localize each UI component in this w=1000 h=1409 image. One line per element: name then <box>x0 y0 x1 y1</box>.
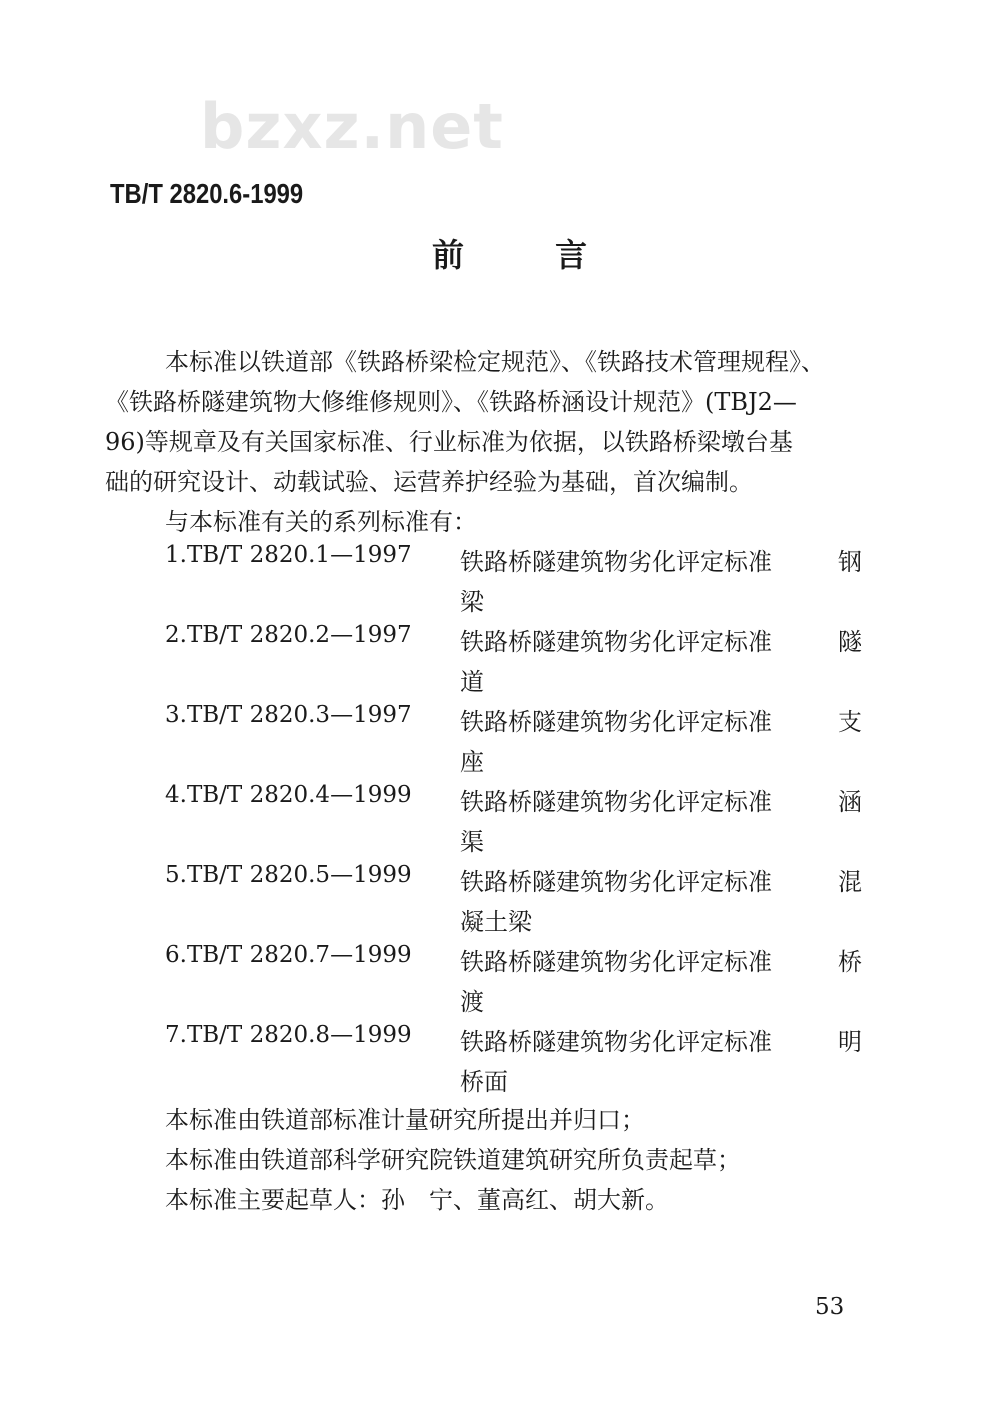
series-item-tail: 混 <box>838 868 862 896</box>
watermark: bzxz.net <box>200 90 504 163</box>
closing-line: 本标准由铁道部科学研究院铁道建筑研究所负责起草； <box>165 1146 741 1174</box>
series-item-tail: 钢 <box>838 548 862 576</box>
series-item-tail: 桥 <box>838 948 862 976</box>
closing-line: 本标准主要起草人：孙 宁、董高红、胡大新。 <box>165 1186 669 1214</box>
series-item-cont: 梁 <box>460 588 484 616</box>
intro-line: 96)等规章及有关国家标准、行业标准为依据，以铁路桥梁墩台基 <box>105 428 793 456</box>
series-item-title: 铁路桥隧建筑物劣化评定标准 <box>460 868 772 896</box>
series-item-tail: 隧 <box>838 628 862 656</box>
series-item-tail: 明 <box>838 1028 862 1056</box>
series-item-cont: 渠 <box>460 828 484 856</box>
series-item-code: 5.TB/T 2820.5—1999 <box>165 862 412 888</box>
series-item-code: 4.TB/T 2820.4—1999 <box>165 782 412 808</box>
closing-line: 本标准由铁道部标准计量研究所提出并归口； <box>165 1106 645 1134</box>
series-item-tail: 涵 <box>838 788 862 816</box>
series-item-cont: 凝土梁 <box>460 908 532 936</box>
series-item-cont: 座 <box>460 748 484 776</box>
series-item-code: 7.TB/T 2820.8—1999 <box>165 1022 412 1048</box>
page-title: 前 言 <box>432 236 628 274</box>
intro-line: 本标准以铁道部《铁路桥梁检定规范》、《铁路技术管理规程》、 <box>165 348 825 376</box>
intro-line: 础的研究设计、动载试验、运营养护经验为基础，首次编制。 <box>105 468 753 496</box>
series-item-title: 铁路桥隧建筑物劣化评定标准 <box>460 708 772 736</box>
series-item-tail: 支 <box>838 708 862 736</box>
document-code: TB/T 2820.6-1999 <box>110 178 304 209</box>
series-item-cont: 桥面 <box>460 1068 508 1096</box>
series-item-title: 铁路桥隧建筑物劣化评定标准 <box>460 548 772 576</box>
series-intro: 与本标准有关的系列标准有： <box>165 508 477 536</box>
series-item-title: 铁路桥隧建筑物劣化评定标准 <box>460 948 772 976</box>
series-item-code: 1.TB/T 2820.1—1997 <box>165 542 412 568</box>
page-number: 53 <box>815 1294 845 1320</box>
series-item-title: 铁路桥隧建筑物劣化评定标准 <box>460 628 772 656</box>
series-item-code: 6.TB/T 2820.7—1999 <box>165 942 412 968</box>
series-item-cont: 道 <box>460 668 484 696</box>
series-item-title: 铁路桥隧建筑物劣化评定标准 <box>460 788 772 816</box>
series-item-title: 铁路桥隧建筑物劣化评定标准 <box>460 1028 772 1056</box>
series-item-code: 2.TB/T 2820.2—1997 <box>165 622 412 648</box>
intro-line: 《铁路桥隧建筑物大修维修规则》、《铁路桥涵设计规范》(TBJ2— <box>105 388 797 416</box>
series-item-cont: 渡 <box>460 988 484 1016</box>
series-item-code: 3.TB/T 2820.3—1997 <box>165 702 412 728</box>
